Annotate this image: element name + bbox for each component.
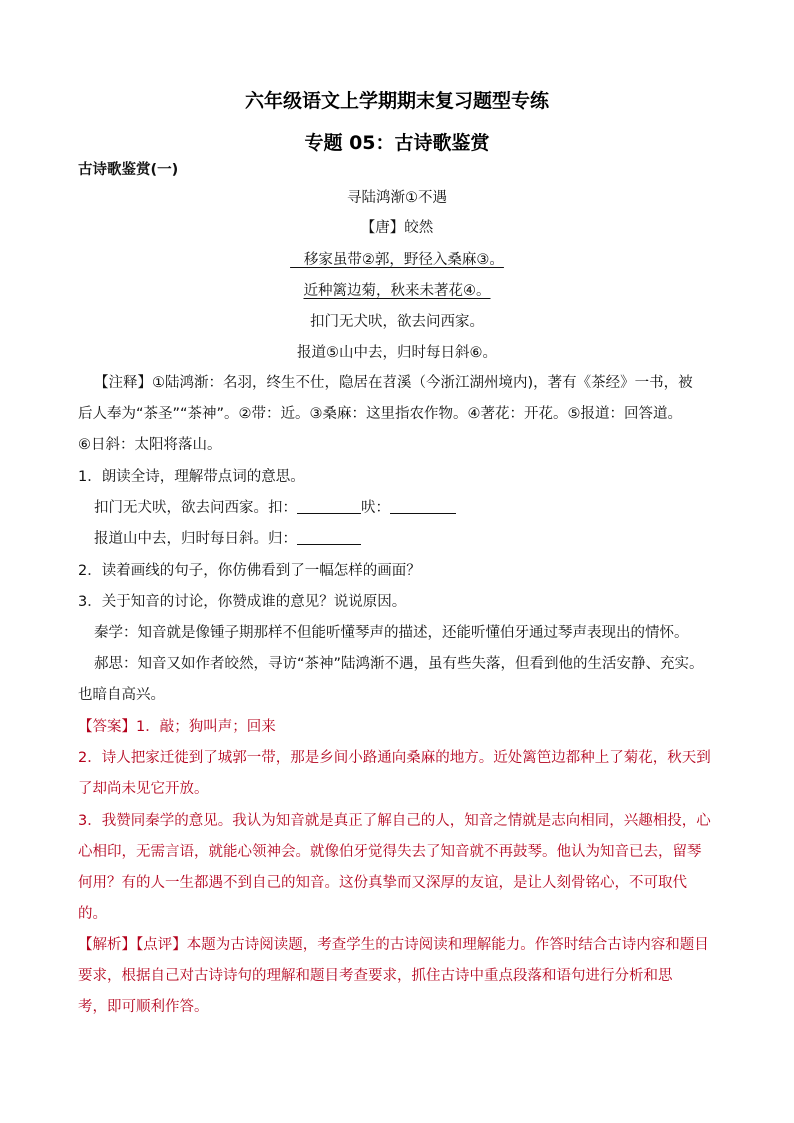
poem-line-4: 报道⑤山中去，归时每日斜⑥。 bbox=[297, 345, 497, 361]
analysis-line-3: 考，即可顺利作答。 bbox=[78, 999, 209, 1015]
document-subtitle: 专题 05：古诗歌鉴赏 bbox=[304, 132, 490, 154]
answer-1: 【答案】1．敲；狗叫声；回来 bbox=[78, 719, 276, 735]
question-2: 2．读着画线的句子，你仿佛看到了一幅怎样的画面？ bbox=[78, 563, 421, 579]
question-1b-text: 报道山中去，归时每日斜。归： bbox=[94, 531, 297, 547]
poem-author: 【唐】皎然 bbox=[360, 220, 434, 236]
question-1: 1．朗读全诗，理解带点词的意思。 bbox=[78, 469, 305, 485]
poem-title: 寻陆鸿渐①不遇 bbox=[347, 190, 447, 206]
answer-blank[interactable] bbox=[297, 530, 361, 545]
question-3-opinion-b: 郝思：知音又如作者皎然，寻访“茶神”陆鸿渐不遇，虽有些失落，但看到他的生活安静、充实。 bbox=[94, 656, 704, 672]
answer-3-line-4: 的。 bbox=[78, 906, 107, 922]
question-1a-mid: 吠： bbox=[361, 500, 390, 516]
notes-line-1: 【注释】①陆鸿渐：名羽，终生不仕，隐居在苕溪（今浙江湖州境内)，著有《茶经》一书，被 bbox=[94, 375, 693, 391]
poem-line-2 bbox=[0, 279, 794, 300]
notes-line-2: 后人奉为“茶圣”“茶神”。②带：近。③桑麻：这里指农作物。④著花：开花。⑤报道：回答道。 bbox=[78, 406, 683, 422]
question-3: 3．关于知音的讨论，你赞成谁的意见？说说原因。 bbox=[78, 594, 407, 610]
question-1b bbox=[94, 528, 744, 550]
section-heading: 古诗歌鉴赏(一) bbox=[78, 162, 179, 178]
question-1a-text: 扣门无犬吠，欲去问西家。扣： bbox=[94, 500, 297, 516]
notes-line-3: ⑥日斜：太阳将落山。 bbox=[78, 437, 222, 453]
answer-2-line-1: 2．诗人把家迁徙到了城郭一带，那是乡间小路通向桑麻的地方。近处篱笆边都种上了菊花，秋天到 bbox=[78, 750, 711, 766]
answer-3-line-1: 3．我赞同秦学的意见。我认为知音就是真正了解自己的人，知音之情就是志向相同，兴趣相投，心 bbox=[78, 813, 711, 829]
answer-2-line-2: 了却尚未见它开放。 bbox=[78, 781, 209, 797]
question-3-opinion-a: 秦学：知音就是像锺子期那样不但能听懂琴声的描述，还能听懂伯牙通过琴声表现出的情怀。 bbox=[94, 625, 689, 641]
poem-line-1-text: 移家虽带②郭，野径入桑麻③。 bbox=[290, 252, 504, 268]
poem-line-3: 扣门无犬吠，欲去问西家。 bbox=[310, 314, 484, 330]
answer-3-line-2: 心相印，无需言语，就能心领神会。就像伯牙觉得失去了知音就不再鼓琴。他认为知音已去，留琴 bbox=[78, 844, 702, 860]
poem-line-1 bbox=[0, 248, 794, 269]
answer-3-line-3: 何用？有的人一生都遇不到自己的知音。这份真挚而又深厚的友谊，是让人刻骨铭心，不可取代 bbox=[78, 875, 687, 891]
question-1a bbox=[94, 497, 744, 519]
question-3-opinion-b-cont: 也暗自高兴。 bbox=[78, 687, 165, 703]
poem-line-2-text: 近种篱边菊，秋来未著花④。 bbox=[303, 283, 491, 299]
document-title: 六年级语文上学期期末复习题型专练 bbox=[244, 90, 549, 112]
answer-blank[interactable] bbox=[297, 499, 361, 514]
analysis-line-1: 【解析】【点评】本题为古诗阅读题，考查学生的古诗阅读和理解能力。作答时结合古诗内容和题目 bbox=[78, 937, 709, 953]
analysis-line-2: 要求，根据自己对古诗诗句的理解和题目考查要求，抓住古诗中重点段落和语句进行分析和思 bbox=[78, 968, 673, 984]
answer-blank[interactable] bbox=[390, 499, 456, 514]
